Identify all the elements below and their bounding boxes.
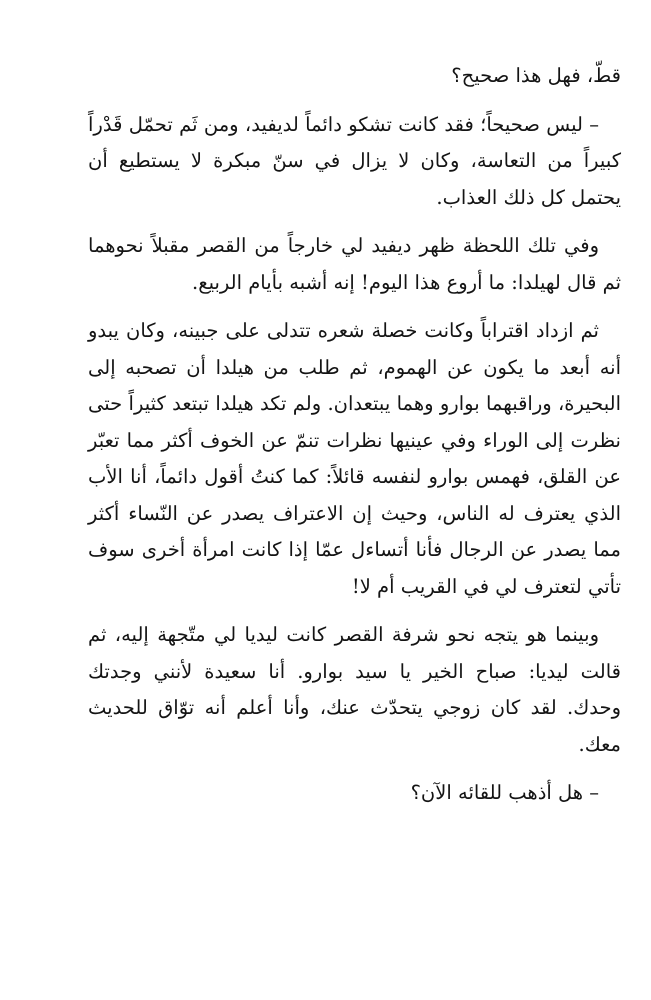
paragraph-david-appears: وفي تلك اللحظة ظهر ديفيد لي خارجاً من القصر مقبلاً نحوهما ثم قال لهيلدا: ما أروع هذا اليوم! إنه أشبه بأيام الربيع. [88, 234, 621, 294]
paragraph-lydia-arrives: وبينما هو يتجه نحو شرفة القصر كانت ليديا لي متّجهة إليه، ثم قالت ليديا: صباح الخير يا سيد بوارو. أنا سعيدة لأنني وجدتك وحدك. لقد كان زوجي يتحدّث عنك، وأنا أعلم أنه توّاق للحديث معك. [88, 623, 621, 756]
paragraph-poirot-whispers: ثم ازداد اقتراباً وكانت خصلة شعره تتدلى على جبينه، وكان يبدو أنه أبعد ما يكون عن الهموم، ثم طلب من هيلدا أن تصحبه إلى البحيرة، وراقبهما بوارو وهما يبتعدان. ولم تكد هيلدا تبتعد كثيراً حتى نظرت إلى الوراء وفي عينيها نظرات تنمّ عن الخوف أكثر مما تعبّر عن القلق، فهمس بوارو لنفسه قائلاً: كما كنتُ أقول دائماً، أنا الأب الذي يعترف له الناس، وحيث إن الاعتراف يصدر عن النّساء أكثر مما يصدر عن الرجال فأنا أتساءل عمّا إذا كانت امرأة أخرى سوف تأتي لتعترف لي في القريب أم لا! [88, 319, 621, 598]
paragraph-continuation: قطّ، فهل هذا صحيح؟ [451, 64, 621, 87]
paragraph-dialogue-question: – هل أذهب للقائه الآن؟ [410, 781, 599, 804]
page-text [88, 58, 621, 824]
paragraph-dialogue-reply: – ليس صحيحاً؛ فقد كانت تشكو دائماً لديفيد، ومن ثَم تحمّل قَدْراً كبيراً من التعاسة، وكان لا يزال في سنّ مبكرة لا يستطيع أن يحتمل كل ذلك العذاب. [88, 112, 621, 209]
